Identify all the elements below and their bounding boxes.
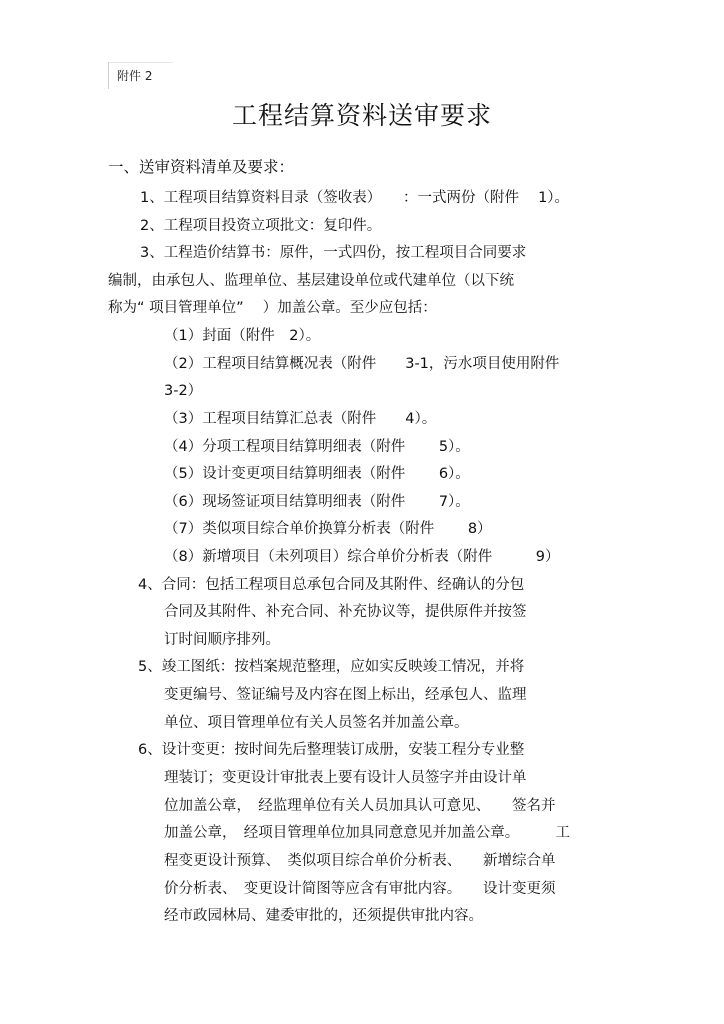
list-item-4-line-1: 4、合同：包括工程项目总承包合同及其附件、经确认的分包 (138, 577, 525, 593)
list-item-2: 2、工程项目投资立项批文：复印件。 (140, 218, 382, 234)
sub-item-1: （1）封面（附件 2）。 (164, 328, 321, 344)
attachment-label: 附件 2 (117, 69, 153, 83)
list-item-3-line-3: 称为“ 项目管理单位” ）加盖公章。至少应包括： (108, 300, 437, 316)
list-item-4-line-2: 合同及其附件、补充合同、补充协议等，提供原件并按签 (164, 604, 527, 620)
list-item-1: 1、工程项目结算资料目录（签收表） ：一式两份（附件 1）。 (140, 190, 570, 206)
section-heading: 一、送审资料清单及要求： (108, 158, 295, 176)
list-item-3-line-2: 编制，由承包人、监理单位、基层建设单位或代建单位（以下统 (108, 273, 514, 289)
sub-item-2-line-1: （2）工程项目结算概况表（附件 3-1，污水项目使用附件 (164, 356, 560, 372)
list-item-5-line-2: 变更编号、签证编号及内容在图上标出，经承包人、监理 (164, 687, 527, 703)
list-item-6-line-1: 6、设计变更：按时间先后整理装订成册，安装工程分专业整 (138, 742, 525, 758)
page-title: 工程结算资料送审要求 (231, 101, 492, 130)
sub-item-6: （6）现场签证项目结算明细表（附件 7）。 (164, 494, 470, 510)
list-item-3-line-1: 3、工程造价结算书：原件，一式四份，按工程项目合同要求 (140, 245, 527, 261)
list-item-6-line-4: 加盖公章， 经项目管理单位加具同意意见并加盖公章。 工 (164, 825, 570, 841)
list-item-4-line-3: 订时间顺序排列。 (164, 632, 280, 648)
list-item-6-line-5: 程变更设计预算、 类似项目综合单价分析表、 新增综合单 (164, 853, 556, 869)
sub-item-7: （7）类似项目综合单价换算分析表（附件 8） (164, 521, 492, 537)
attachment-box (108, 62, 173, 89)
sub-item-8: （8）新增项目（未列项目）综合单价分析表（附件 9） (164, 549, 560, 565)
list-item-6-line-2: 理装订；变更设计审批表上要有设计人员签字并由设计单 (164, 770, 527, 786)
list-item-5-line-1: 5、竣工图纸：按档案规范整理，应如实反映竣工情况，并将 (138, 659, 525, 675)
sub-item-3: （3）工程项目结算汇总表（附件 4）。 (164, 411, 437, 427)
list-item-6-line-6: 价分析表、 变更设计简图等应含有审批内容。 设计变更须 (164, 881, 556, 897)
sub-item-2-line-2: 3-2） (164, 383, 203, 399)
sub-item-5: （5）设计变更项目结算明细表（附件 6）。 (164, 466, 470, 482)
list-item-6-line-3: 位加盖公章， 经监理单位有关人员加具认可意见、 签名并 (164, 798, 556, 814)
sub-item-4: （4）分项工程项目结算明细表（附件 5）。 (164, 439, 470, 455)
list-item-6-line-7: 经市政园林局、建委审批的，还须提供审批内容。 (164, 908, 483, 924)
list-item-5-line-3: 单位、项目管理单位有关人员签名并加盖公章。 (164, 715, 469, 731)
